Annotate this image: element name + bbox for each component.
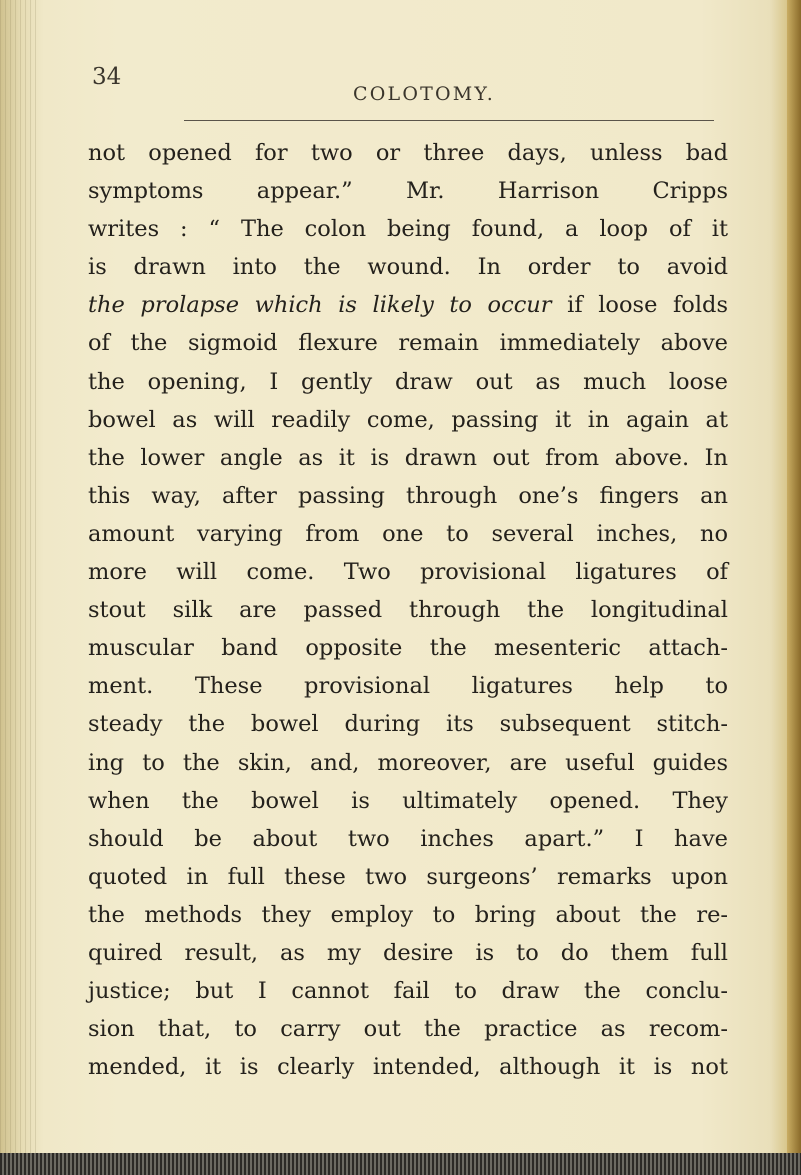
text-line: the opening, I gently draw out as much loose (88, 368, 728, 395)
header-rule (184, 120, 714, 121)
text-line: the lower angle as it is drawn out from above. In (88, 444, 728, 471)
text-line: ment. These provisional ligatures help to (88, 673, 728, 700)
text-line: should be about two inches apart.” I have (88, 825, 728, 852)
text-line: writes : “ The colon being found, a loop of it (88, 216, 728, 243)
text-line: more will come. Two provisional ligatures of (88, 559, 728, 586)
text-line: not opened for two or three days, unless bad (88, 140, 728, 166)
body-text (88, 134, 728, 1086)
running-head: COLOTOMY. (353, 83, 495, 105)
binding-edge (0, 0, 40, 1175)
text-line: sion that, to carry out the practice as recom- (88, 1016, 728, 1043)
text-line: justice; but I cannot fail to draw the conclu- (88, 978, 728, 1005)
text-line-italic (88, 286, 728, 324)
text-line: muscular band opposite the mesenteric attach- (88, 635, 728, 662)
text-line: ing to the skin, and, moreover, are useful guides (88, 749, 728, 776)
text-line: steady the bowel during its subsequent stitch- (88, 711, 728, 738)
text-line: symptoms appear.” Mr. Harrison Cripps (88, 178, 728, 205)
text-line: of the sigmoid flexure remain immediately above (88, 330, 728, 357)
roman-phrase: if loose folds (551, 292, 728, 319)
text-line: quoted in full these two surgeons’ remarks upon (88, 863, 728, 890)
page-bottom-edge (0, 1153, 801, 1175)
text-line: mended, it is clearly intended, although it is not (88, 1054, 728, 1081)
text-line: bowel as will readily come, passing it in again at (88, 406, 728, 433)
text-line: quired result, as my desire is to do them full (88, 939, 728, 966)
page-number: 34 (92, 64, 122, 90)
italic-phrase: the prolapse which is likely to occur (88, 292, 552, 319)
page-fore-edge (787, 0, 801, 1175)
text-line: amount varying from one to several inches, no (88, 520, 728, 547)
text-line: this way, after passing through one’s fingers an (88, 482, 728, 509)
text-line: when the bowel is ultimately opened. They (88, 787, 728, 814)
text-line: the methods they employ to bring about the re- (88, 901, 728, 928)
text-line: stout silk are passed through the longitudinal (88, 597, 728, 624)
text-line: is drawn into the wound. In order to avoid (88, 254, 728, 281)
